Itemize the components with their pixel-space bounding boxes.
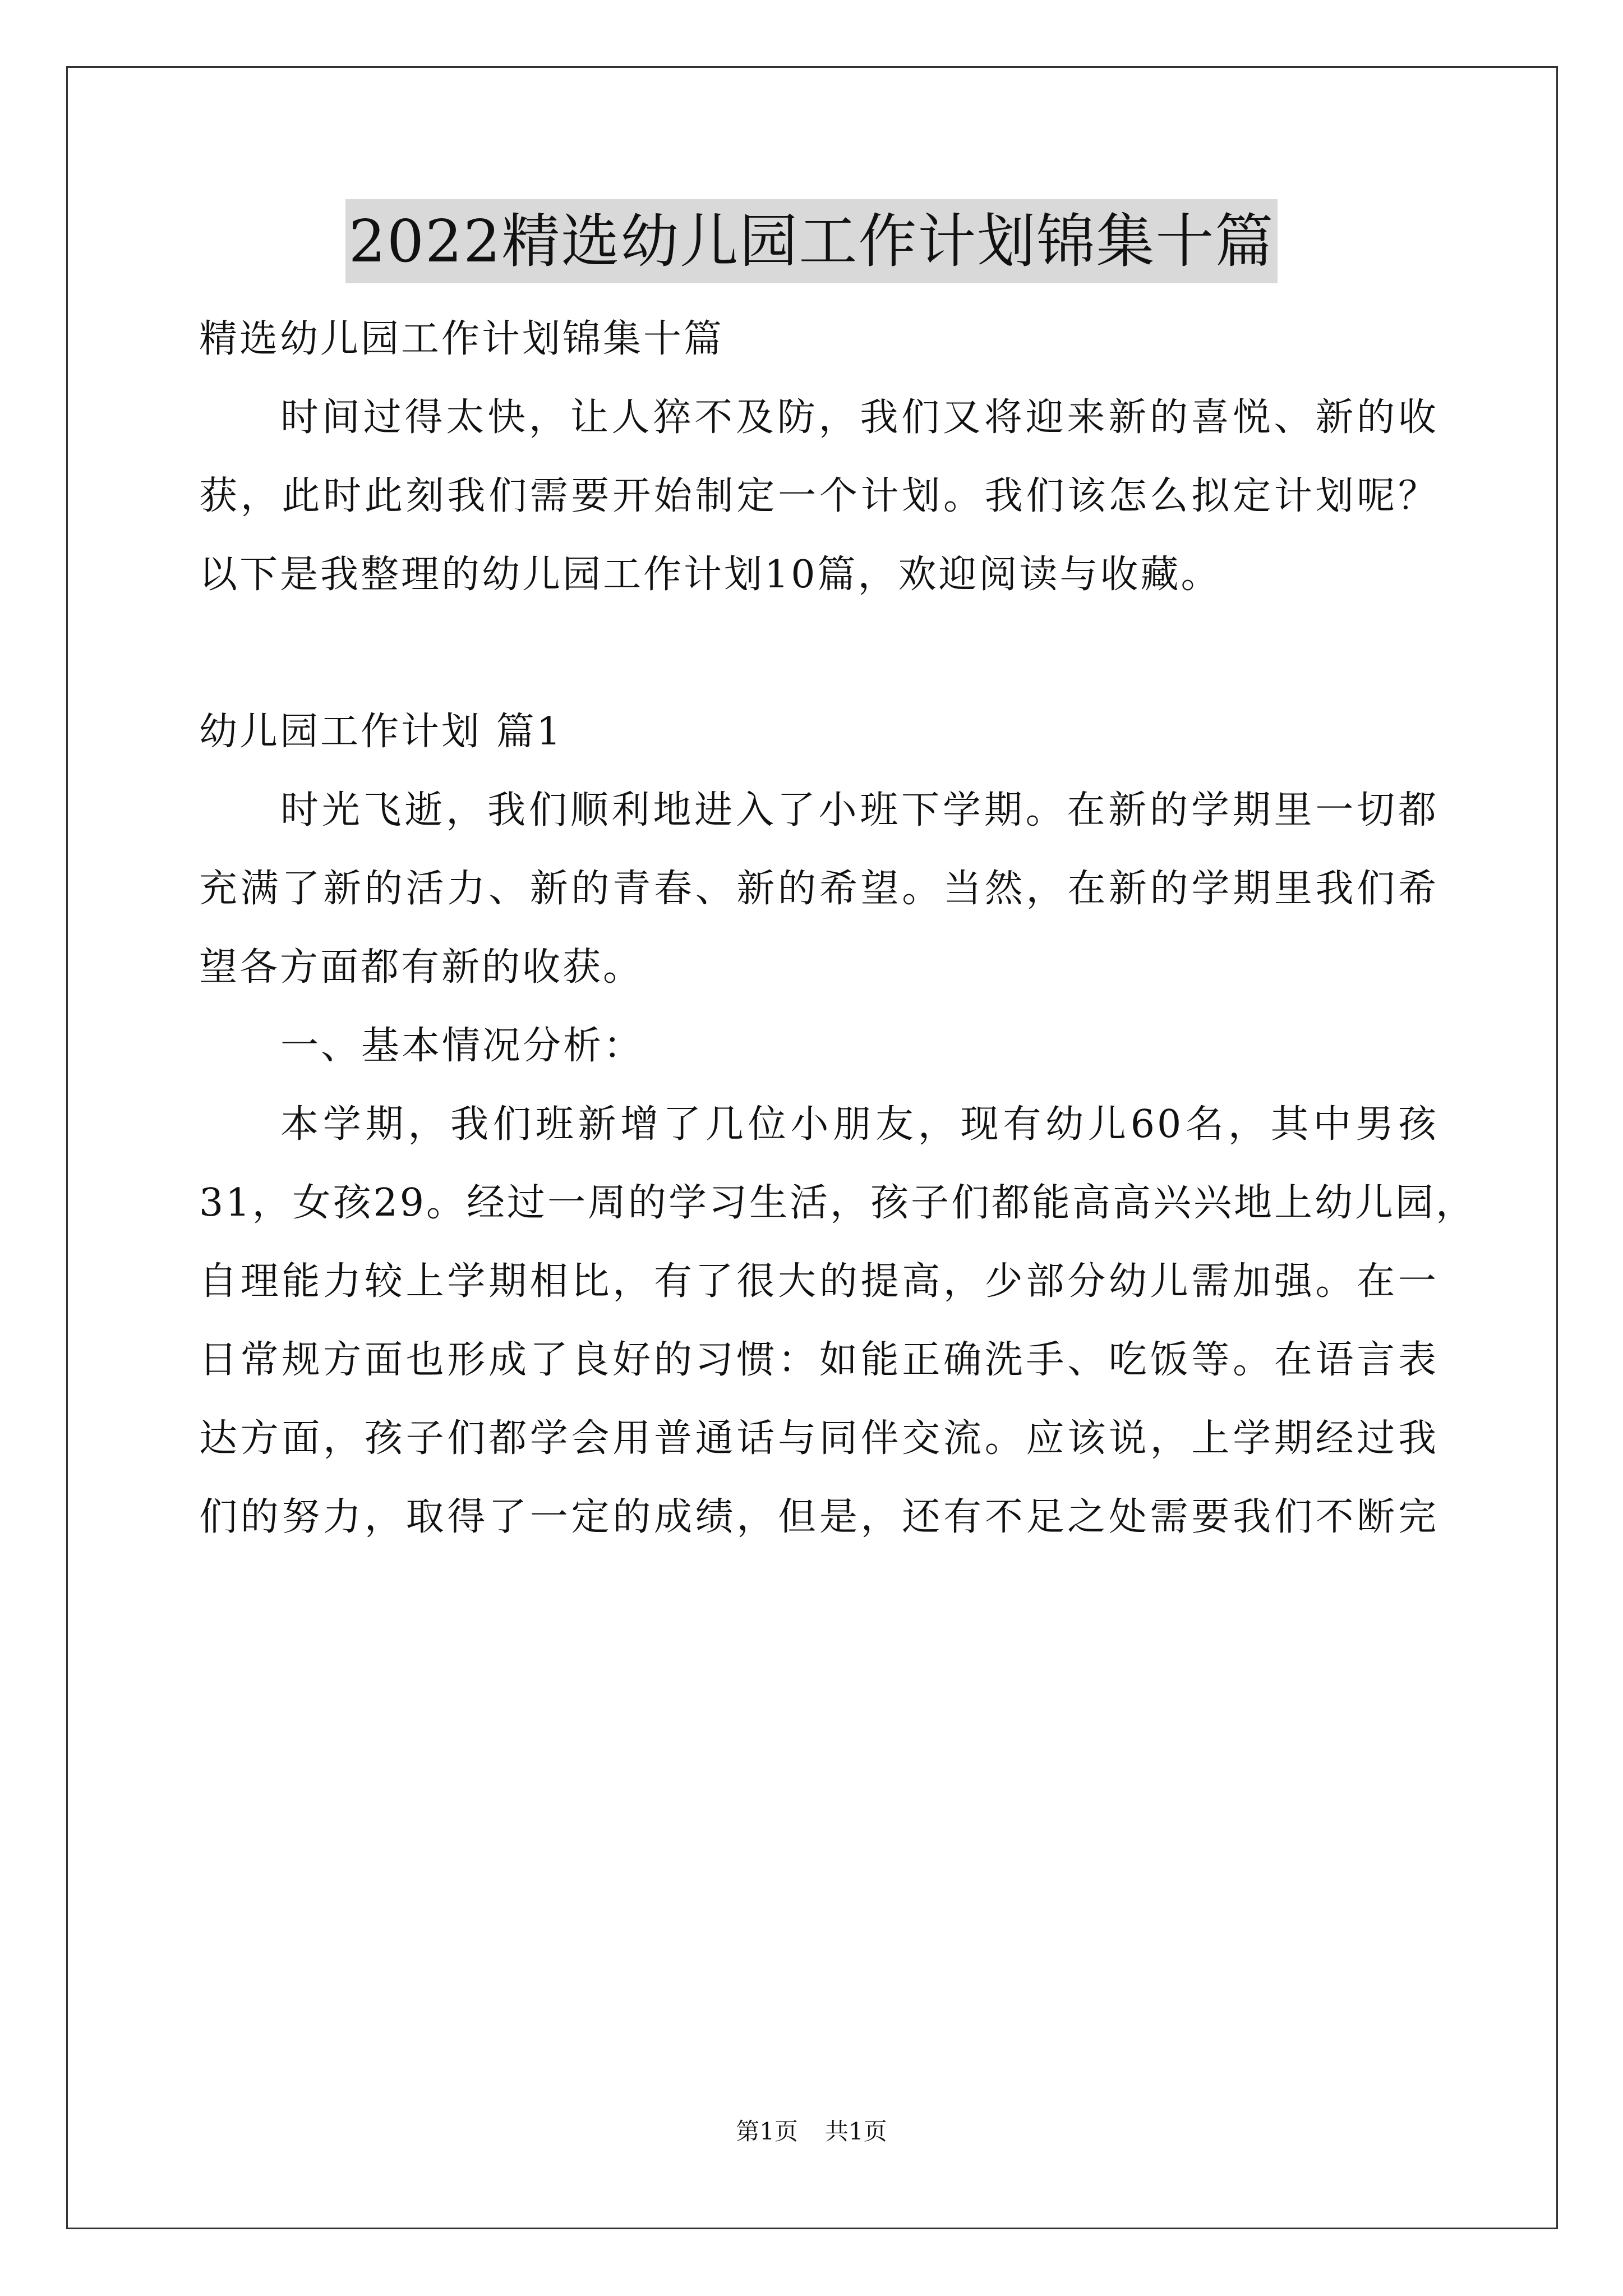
document-title: 2022精选幼儿园工作计划锦集十篇	[345, 199, 1278, 283]
subsection-heading: 一、基本情况分析：	[280, 1024, 644, 1068]
paragraph-line: 时光飞逝，我们顺利地进入了小班下学期。在新的学期里一切都	[280, 788, 1438, 832]
subtitle-line: 精选幼儿园工作计划锦集十篇	[199, 317, 725, 361]
document-body	[199, 311, 1477, 1545]
paragraph-line: 望各方面都有新的收获。	[199, 945, 644, 990]
title-area	[0, 199, 1623, 283]
paragraph-line: 自理能力较上学期相比，有了很大的提高，少部分幼儿需加强。在一	[199, 1259, 1438, 1304]
paragraph-line: 时间过得太快，让人猝不及防，我们又将迎来新的喜悦、新的收	[280, 395, 1438, 440]
paragraph-line: 获，此时此刻我们需要开始制定一个计划。我们该怎么拟定计划呢？	[199, 474, 1438, 518]
paragraph-line: 达方面，孩子们都学会用普通话与同伴交流。应该说，上学期经过我	[199, 1416, 1438, 1461]
paragraph-line: 31，女孩29。经过一周的学习生活，孩子们都能高高兴兴地上幼儿园，	[199, 1181, 1477, 1225]
paragraph-line: 日常规方面也形成了良好的习惯：如能正确洗手、吃饭等。在语言表	[199, 1338, 1438, 1382]
page-total: 共1页	[825, 2118, 887, 2145]
page-number: 第1页	[736, 2118, 798, 2145]
page-footer	[0, 2115, 1623, 2148]
section-heading: 幼儿园工作计划 篇1	[199, 710, 563, 754]
paragraph-line: 充满了新的活力、新的青春、新的希望。当然，在新的学期里我们希	[199, 867, 1438, 911]
paragraph-line: 以下是我整理的幼儿园工作计划10篇，欢迎阅读与收藏。	[199, 553, 1221, 597]
paragraph-line: 本学期，我们班新增了几位小朋友，现有幼儿60名，其中男孩	[280, 1102, 1438, 1147]
paragraph-line: 们的努力，取得了一定的成绩，但是，还有不足之处需要我们不断完	[199, 1495, 1438, 1539]
